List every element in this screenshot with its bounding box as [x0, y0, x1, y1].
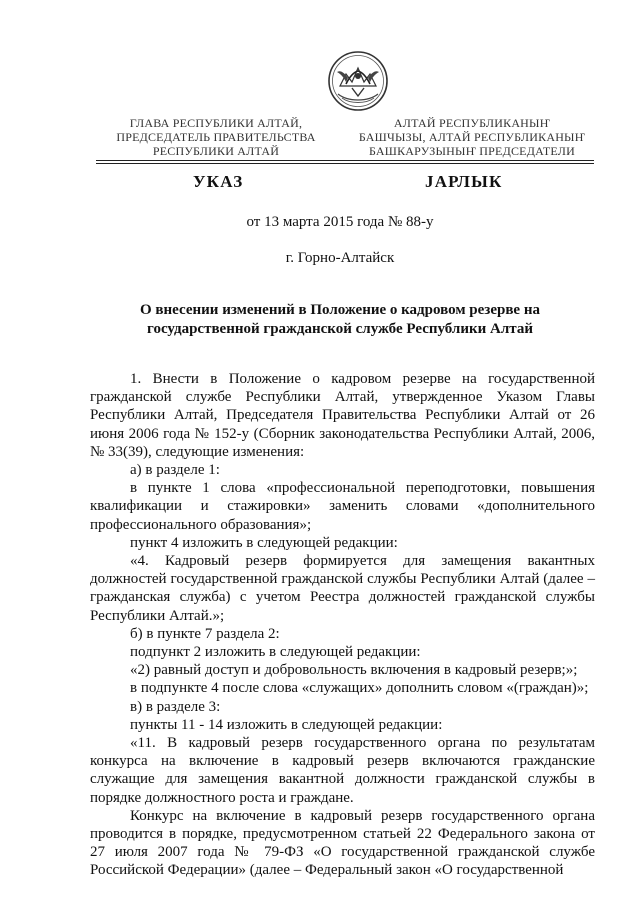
header-left-block	[96, 116, 336, 158]
header-divider-thin	[96, 163, 594, 164]
subject-line: О внесении изменений в Положение о кадровом резерве на	[140, 302, 540, 318]
header-left-line: ПРЕДСЕДАТЕЛЬ ПРАВИТЕЛЬСТВА	[116, 130, 316, 144]
paragraph: б) в пункте 7 раздела 2:	[130, 625, 280, 642]
header-right-block	[352, 116, 592, 158]
paragraph: в подпункте 4 после слова «служащих» дополнить словом «(граждан)»;	[130, 680, 589, 697]
paragraph: а) в разделе 1:	[130, 462, 220, 479]
header-left-line: ГЛАВА РЕСПУБЛИКИ АЛТАЙ,	[129, 116, 303, 130]
paragraph: подпункт 2 изложить в следующей редакции:	[130, 644, 421, 661]
paragraph: в) в разделе 3:	[130, 698, 221, 715]
header-right-line: БАШКАРУЗЫНЫҤ ПРЕДСЕДАТЕЛИ	[369, 144, 575, 158]
decree-subject	[90, 301, 590, 339]
decree-date-number: от 13 марта 2015 года № 88-у	[246, 214, 434, 230]
republic-altai-emblem-icon	[326, 50, 390, 112]
header-right-line: БАШЧЫЗЫ, АЛТАЙ РЕСПУБЛИКАНЫҤ	[358, 130, 586, 144]
title-ukaz: УКАЗ	[193, 172, 244, 191]
paragraph: Конкурс на включение в кадровый резерв государственного органа проводится в порядке, предусмотренном статьей 22 Федерального закона от 27 июля 2007 года № 79-ФЗ «О государственной гражданской службе Российской Федерации» (далее – Федеральный закон «О государственной	[90, 807, 595, 879]
paragraph: пункт 4 изложить в следующей редакции:	[130, 534, 398, 551]
paragraph: «11. В кадровый резерв государственного органа по результатам конкурса на включение в кадровый резерв включаются гражданские служащие для замещения вакантной должности гражданской службы в порядке должностного роста и граждане.	[90, 735, 595, 806]
decree-body	[90, 370, 595, 880]
paragraph: «2) равный доступ и добровольность включения в кадровый резерв;»;	[130, 662, 578, 679]
decree-place: г. Горно-Алтайск	[285, 250, 395, 266]
paragraph: «4. Кадровый резерв формируется для замещения вакантных должностей государственной гражданской службы Республики Алтай (далее – гражданская служба) с учетом Реестра должностей гражданской службы Республики Алтай.»;	[90, 553, 595, 624]
header-left-line: РЕСПУБЛИКИ АЛТАЙ	[152, 144, 280, 158]
paragraph: 1. Внести в Положение о кадровом резерве на государственной гражданской службе Республики Алтай, утвержденное Указом Главы Республики Алтай, Председателя Правительства Республики Алтай от 26 июня 2006 года № 152-у (Сборник законодательства Республики Алтай, 2006, № 33(39), следующие изменения:	[90, 371, 595, 460]
paragraph: пункты 11 - 14 изложить в следующей редакции:	[130, 716, 443, 733]
header-right-line: АЛТАЙ РЕСПУБЛИКАНЫҤ	[393, 116, 551, 130]
paragraph: в пункте 1 слова «профессиональной переподготовки, повышения квалификации и стажировки» заменить словами «дополнительного профессионального образования»;	[90, 480, 595, 533]
subject-line: государственной гражданской службе Республики Алтай	[147, 321, 533, 337]
header-divider-thick	[96, 160, 594, 161]
title-jarlyk: JАРЛЫК	[425, 172, 503, 191]
